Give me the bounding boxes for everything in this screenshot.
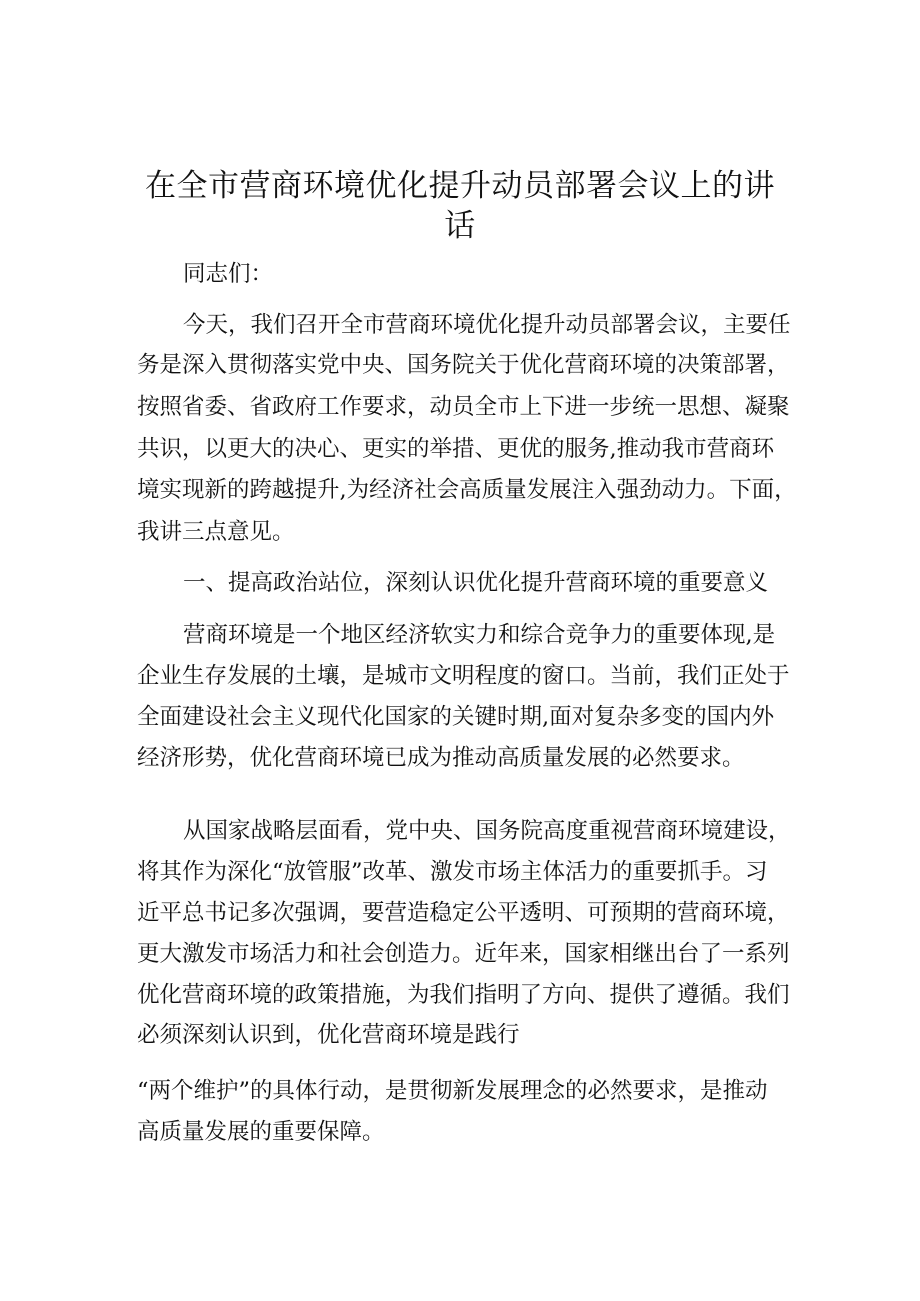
paragraph-1-line-2: 务是深入贯彻落实党中央、国务院关于优化营商环境的决策部署， bbox=[137, 352, 790, 378]
paragraph-1-line-1: 今天，我们召开全市营商环境优化提升动员部署会议，主要任 bbox=[183, 312, 791, 338]
salutation: 同志们： bbox=[183, 261, 274, 287]
paragraph-1-line-5: 境实现新的跨越提升,为经济社会高质量发展注入强劲动力。下面， bbox=[137, 477, 797, 503]
paragraph-1-line-6: 我讲三点意见。 bbox=[137, 519, 295, 545]
paragraph-1-line-4: 共识，以更大的决心、更实的举措、更优的服务,推动我市营商环 bbox=[137, 436, 775, 462]
paragraph-3-line-4: 更大激发市场活力和社会创造力。近年来，国家相继出台了一系列 bbox=[137, 941, 790, 967]
document-title-line-1: 在全市营商环境优化提升动员部署会议上的讲 bbox=[145, 168, 775, 204]
document-title-line-2: 话 bbox=[444, 208, 476, 244]
paragraph-3-line-2: 将其作为深化“放管服”改革、激发市场主体活力的重要抓手。习 bbox=[137, 859, 768, 885]
paragraph-1-line-3: 按照省委、省政府工作要求，动员全市上下进一步统一思想、凝聚 bbox=[137, 394, 790, 420]
paragraph-2-line-4: 经济形势，优化营商环境已成为推动高质量发展的必然要求。 bbox=[137, 745, 745, 771]
paragraph-4-line-2: 高质量发展的重要保障。 bbox=[137, 1119, 385, 1145]
paragraph-2-line-1: 营商环境是一个地区经济软实力和综合竞争力的重要体现,是 bbox=[183, 622, 776, 648]
paragraph-3-line-3: 近平总书记多次强调，要营造稳定公平透明、可预期的营商环境， bbox=[137, 900, 790, 926]
paragraph-3-line-5: 优化营商环境的政策措施，为我们指明了方向、提供了遵循。我们 bbox=[137, 982, 790, 1008]
paragraph-4-line-1: “两个维护”的具体行动，是贯彻新发展理念的必然要求，是推动 bbox=[137, 1078, 768, 1104]
paragraph-2-line-2: 企业生存发展的土壤，是城市文明程度的窗口。当前，我们正处于 bbox=[137, 663, 790, 689]
paragraph-2-line-3: 全面建设社会主义现代化国家的关键时期,面对复杂多变的国内外 bbox=[137, 704, 775, 730]
section-heading-1: 一、提高政治站位，深刻认识优化提升营商环境的重要意义 bbox=[183, 570, 769, 596]
paragraph-3-line-1: 从国家战略层面看，党中央、国务院高度重视营商环境建设， bbox=[183, 818, 791, 844]
paragraph-3-line-6: 必须深刻认识到，优化营商环境是践行 bbox=[137, 1022, 520, 1048]
